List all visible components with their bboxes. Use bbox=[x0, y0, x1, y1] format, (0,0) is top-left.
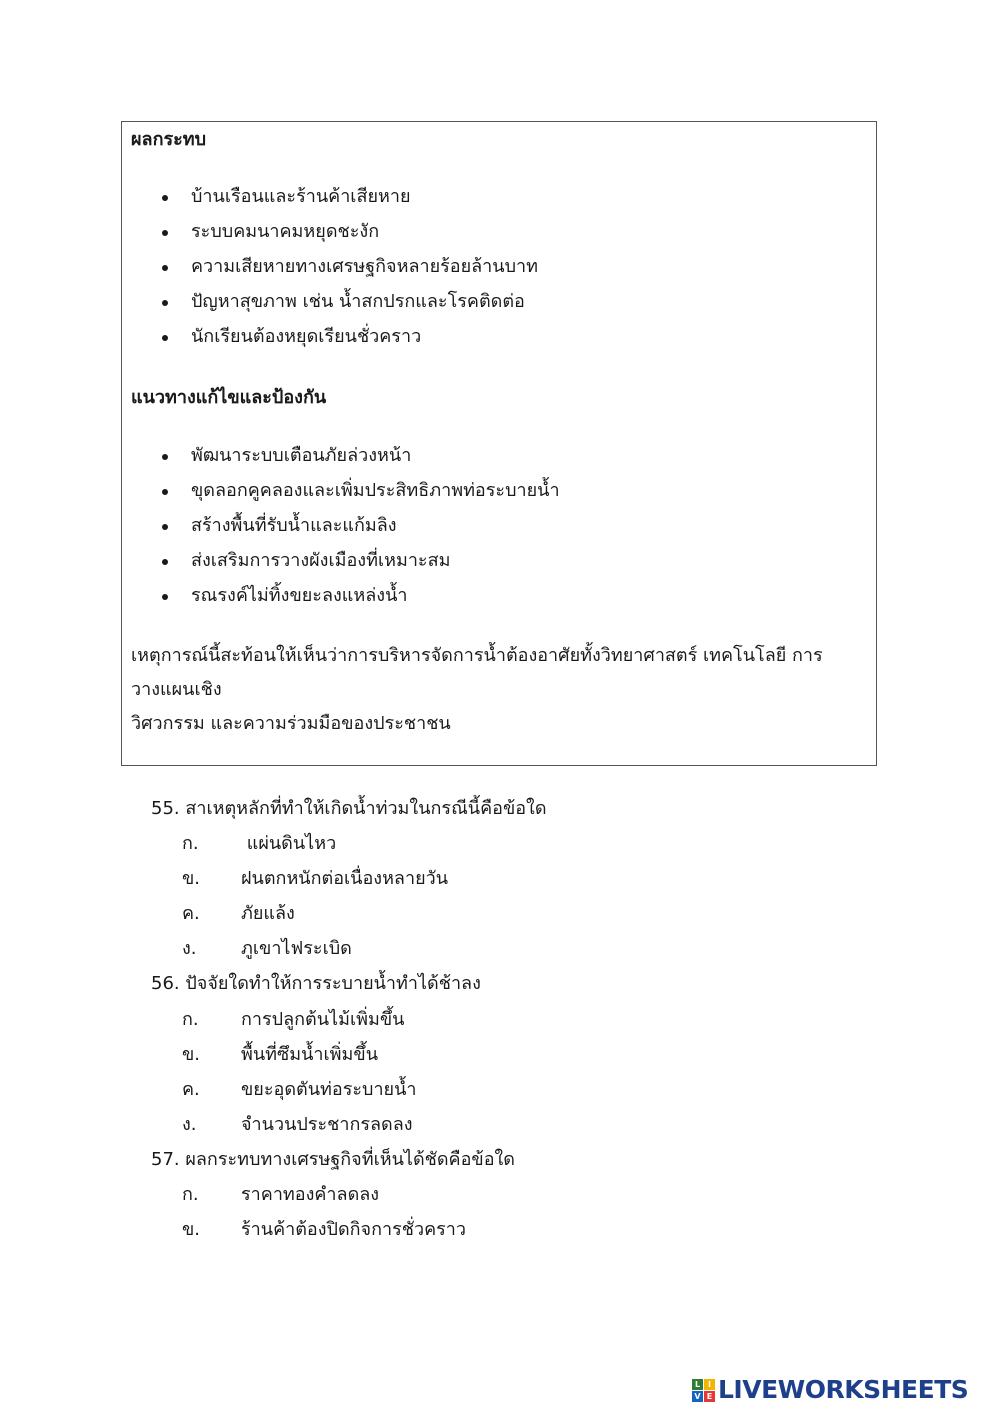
bullet-icon bbox=[162, 489, 168, 495]
list-item: ความเสียหายทางเศรษฐกิจหลายร้อยล้านบาท bbox=[122, 255, 538, 290]
bullet-icon bbox=[162, 559, 168, 565]
bullet-icon bbox=[162, 594, 168, 600]
info-box bbox=[121, 121, 877, 766]
list-item: ขุดลอกคูคลองและเพิ่มประสิทธิภาพท่อระบายน้ำ bbox=[122, 479, 560, 514]
option-57-a[interactable]: ก. ราคาทองคำลดลง bbox=[182, 1184, 380, 1205]
logo-grid-icon: L I V E bbox=[692, 1379, 715, 1402]
option-55-c[interactable]: ค. ภัยแล้ง bbox=[182, 903, 295, 924]
bullet-icon bbox=[162, 335, 168, 341]
list-item: สร้างพื้นที่รับน้ำและแก้มลิง bbox=[122, 514, 560, 549]
liveworksheets-logo bbox=[692, 1376, 968, 1404]
option-56-b[interactable]: ข. พื้นที่ซึมน้ำเพิ่มขึ้น bbox=[182, 1044, 379, 1065]
option-55-d[interactable]: ง. ภูเขาไฟระเบิด bbox=[182, 938, 352, 959]
list-item: บ้านเรือนและร้านค้าเสียหาย bbox=[122, 185, 538, 220]
solutions-list bbox=[122, 444, 560, 619]
impacts-list bbox=[122, 185, 538, 360]
bullet-icon bbox=[162, 454, 168, 460]
solutions-heading: แนวทางแก้ไขและป้องกัน bbox=[131, 387, 327, 408]
option-57-b[interactable]: ข. ร้านค้าต้องปิดกิจการชั่วคราว bbox=[182, 1219, 466, 1240]
bullet-icon bbox=[162, 524, 168, 530]
option-56-d[interactable]: ง. จำนวนประชากรลดลง bbox=[182, 1114, 413, 1135]
conclusion-paragraph bbox=[131, 639, 851, 741]
list-item: นักเรียนต้องหยุดเรียนชั่วคราว bbox=[122, 325, 538, 360]
option-55-a[interactable]: ก. แผ่นดินไหว bbox=[182, 833, 337, 854]
option-56-c[interactable]: ค. ขยะอุดตันท่อระบายน้ำ bbox=[182, 1079, 417, 1100]
question-55: 55. สาเหตุหลักที่ทำให้เกิดน้ำท่วมในกรณีนี้คือข้อใด bbox=[151, 798, 547, 819]
impacts-heading: ผลกระทบ bbox=[131, 129, 207, 150]
bullet-icon bbox=[162, 300, 168, 306]
option-55-b[interactable]: ข. ฝนตกหนักต่อเนื่องหลายวัน bbox=[182, 868, 449, 889]
logo-text: LIVEWORKSHEETS bbox=[718, 1375, 969, 1404]
bullet-icon bbox=[162, 195, 168, 201]
question-56: 56. ปัจจัยใดทำให้การระบายน้ำทำได้ช้าลง bbox=[151, 973, 481, 994]
conclusion-line-1: เหตุการณ์นี้สะท้อนให้เห็นว่าการบริหารจัดการน้ำต้องอาศัยทั้งวิทยาศาสตร์ เทคโนโลยี การวางแผนเชิง bbox=[131, 645, 823, 700]
list-item: ระบบคมนาคมหยุดชะงัก bbox=[122, 220, 538, 255]
bullet-icon bbox=[162, 265, 168, 271]
list-item: ส่งเสริมการวางผังเมืองที่เหมาะสม bbox=[122, 549, 560, 584]
list-item: รณรงค์ไม่ทิ้งขยะลงแหล่งน้ำ bbox=[122, 584, 560, 619]
list-item: ปัญหาสุขภาพ เช่น น้ำสกปรกและโรคติดต่อ bbox=[122, 290, 538, 325]
question-57: 57. ผลกระทบทางเศรษฐกิจที่เห็นได้ชัดคือข้อใด bbox=[151, 1149, 515, 1170]
bullet-icon bbox=[162, 230, 168, 236]
conclusion-line-2: วิศวกรรม และความร่วมมือของประชาชน bbox=[131, 713, 451, 734]
list-item: พัฒนาระบบเตือนภัยล่วงหน้า bbox=[122, 444, 560, 479]
option-56-a[interactable]: ก. การปลูกต้นไม้เพิ่มขึ้น bbox=[182, 1009, 405, 1030]
